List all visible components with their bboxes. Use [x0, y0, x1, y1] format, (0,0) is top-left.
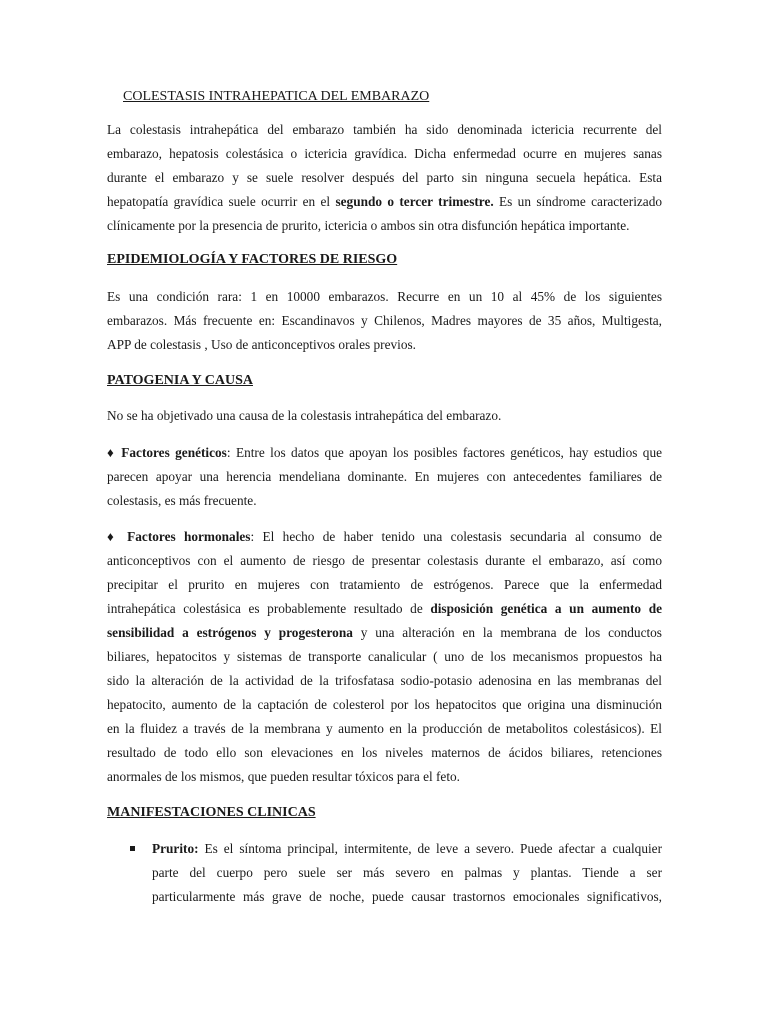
- text-line: anormales de los mismos, que pueden resultar tóxicos para el feto.: [107, 769, 461, 784]
- text-line: hepatopatía gravídica suele ocurrir en el segundo o tercer trimestre. Es un síndrome caracterizado: [107, 194, 662, 209]
- text-line: resultado de todo ello son elevaciones en los niveles maternos de ácidos biliares, retenciones: [107, 745, 662, 760]
- bold-text: Factores genéticos: [121, 445, 227, 460]
- patogenia-paragraph: [107, 408, 662, 432]
- text-line: embarazo, hepatosis colestásica o ictericia gravídica. Dicha enfermedad ocurre en mujeres sanas: [107, 146, 662, 161]
- factores-geneticos-paragraph: [107, 445, 662, 517]
- text-line: APP de colestasis , Uso de anticonceptivos orales previos.: [107, 337, 416, 352]
- bold-text: segundo o tercer trimestre.: [335, 194, 494, 209]
- text-line: Es una condición rara: 1 en 10000 embarazos. Recurre en un 10 al 45% de los siguientes: [107, 289, 662, 304]
- factores-hormonales-paragraph: [107, 529, 662, 793]
- text-line: hepatocito, aumento de la captación de colesterol por los hepatocitos que origina una disminución: [107, 697, 662, 712]
- text-line: biliares, hepatocitos y sistemas de transporte canalicular ( uno de los mecanismos propuestos ha: [107, 649, 662, 664]
- text-line: precipitar el prurito en mujeres con tratamiento de estrógenos. Parece que la enfermedad: [107, 577, 662, 592]
- section-heading-epidemiologia: EPIDEMIOLOGÍA Y FACTORES DE RIESGO: [107, 252, 398, 267]
- square-bullet-icon: [130, 846, 135, 851]
- section-heading-patogenia: PATOGENIA Y CAUSA: [107, 373, 253, 388]
- bold-text: disposición genética a un aumento de: [430, 601, 662, 616]
- text-line: intrahepática colestásica es probablemente resultado de disposición genética a un aumento de: [107, 601, 662, 616]
- text-line: durante el embarazo y se suele resolver después del parto sin ninguna secuela hepática. Esta: [107, 170, 662, 185]
- text-line: La colestasis intrahepática del embarazo también ha sido denominada ictericia recurrente del: [107, 122, 662, 137]
- text-line: ♦ Factores hormonales: El hecho de haber tenido una colestasis secundaria al consumo de: [107, 529, 662, 544]
- bold-text: Prurito:: [152, 841, 199, 856]
- prurito-list-item: [152, 841, 662, 913]
- diamond-bullet-icon: ♦: [107, 529, 128, 544]
- text-line: sido la alteración de la actividad de la trifosfatasa sodio-potasio adenosina en las membranas del: [107, 673, 662, 688]
- text-line: parecen apoyar una herencia mendeliana dominante. En mujeres con antecedentes familiares de: [107, 469, 662, 484]
- text-line: No se ha objetivado una causa de la colestasis intrahepática del embarazo.: [107, 408, 502, 423]
- text-line: sensibilidad a estrógenos y progesterona y una alteración en la membrana de los conductos: [107, 625, 662, 640]
- document-title: COLESTASIS INTRAHEPATICA DEL EMBARAZO: [123, 89, 430, 104]
- epidemiologia-paragraph: [107, 289, 662, 361]
- text-line: parte del cuerpo pero suele ser más severo en palmas y plantas. Tiende a ser: [152, 865, 662, 880]
- bold-text: Factores hormonales: [127, 529, 251, 544]
- intro-paragraph: [107, 122, 662, 242]
- text-line: Prurito: Es el síntoma principal, intermitente, de leve a severo. Puede afectar a cualquier: [152, 841, 662, 856]
- text-line: clínicamente por la presencia de prurito, ictericia o ambos sin otra disfunción hepática importante.: [107, 218, 630, 233]
- diamond-bullet-icon: ♦: [107, 445, 122, 460]
- text-line: ♦ Factores genéticos: Entre los datos que apoyan los posibles factores genéticos, hay estudios que: [107, 445, 662, 460]
- text-line: anticonceptivos con el aumento de riesgo de presentar colestasis durante el embarazo, así como: [107, 553, 662, 568]
- text-line: en la fluidez a través de la membrana y aumento en la producción de metabolitos colestásicos). El: [107, 721, 662, 736]
- text-line: colestasis, es más frecuente.: [107, 493, 257, 508]
- text-line: embarazos. Más frecuente en: Escandinavos y Chilenos, Madres mayores de 35 años, Multigesta,: [107, 313, 662, 328]
- bold-text: sensibilidad a estrógenos y progesterona: [107, 625, 353, 640]
- text-line: particularmente más grave de noche, puede causar trastornos emocionales significativos,: [152, 889, 662, 904]
- section-heading-manifestaciones: MANIFESTACIONES CLINICAS: [107, 805, 316, 820]
